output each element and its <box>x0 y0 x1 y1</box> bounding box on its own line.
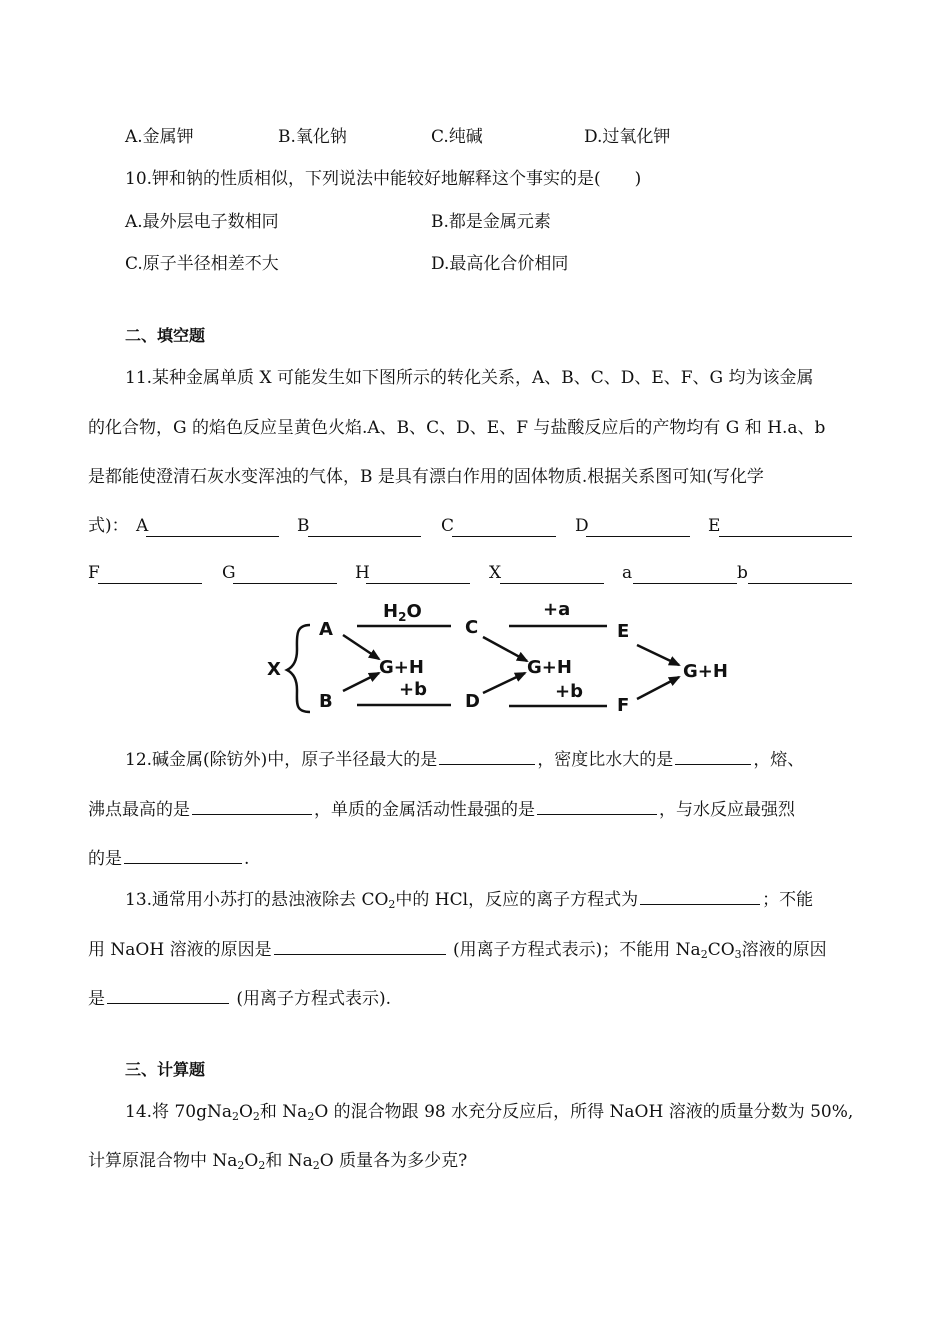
q14-sub-1: 2 <box>231 1110 239 1123</box>
q10-option-d: D.最高化合价相同 <box>431 254 569 274</box>
q12-text-2a: 沸点最高的是 <box>88 800 190 820</box>
node-f: F <box>617 695 630 716</box>
q13-text-2d: 溶液的原因 <box>741 940 827 960</box>
answer-blank-q12-1[interactable] <box>439 748 535 765</box>
answer-blank-q13-1[interactable] <box>640 888 760 905</box>
q10-stem: 10.钾和钠的性质相似，下列说法中能较好地解释这个事实的是( ) <box>125 169 642 189</box>
q14-text-2a: 计算原混合物中 Na <box>88 1151 238 1171</box>
node-b: B <box>319 691 333 712</box>
answer-blank-h[interactable] <box>355 562 370 584</box>
q12-text-3a: 的是 <box>88 849 122 869</box>
q10-option-a: A.最外层电子数相同 <box>125 212 279 232</box>
q14-text-2b: O <box>244 1151 259 1171</box>
section-title-calculation: 三、计算题 <box>125 1060 206 1079</box>
brace <box>287 625 310 712</box>
q12-line-1 <box>125 748 804 771</box>
answer-blank-a-gas[interactable] <box>622 562 632 584</box>
q14-sub-3: 2 <box>307 1110 315 1123</box>
q12-line-2 <box>88 798 795 821</box>
q14-sub-6: 2 <box>312 1159 320 1172</box>
q14-sub-5: 2 <box>258 1159 266 1172</box>
answer-blank-g[interactable] <box>222 562 236 584</box>
node-gh1: G+H <box>379 657 424 678</box>
node-gh3: G+H <box>683 661 728 682</box>
q11-line-3: 是都能使澄清石灰水变浑浊的气体，B 是具有漂白作用的固体物质.根据关系图可知(写化学 <box>88 467 764 487</box>
label-plus-b-1: +b <box>399 679 427 700</box>
label-plus-a: +a <box>543 599 571 620</box>
node-e: E <box>617 621 630 642</box>
section-title-fill-in: 二、填空题 <box>125 326 206 345</box>
node-gh2: G+H <box>527 657 572 678</box>
blank-label-g: G <box>222 563 236 583</box>
q14-text-1b: O <box>238 1102 253 1122</box>
answer-blank-d[interactable] <box>575 515 589 537</box>
label-plus-b-2: +b <box>555 681 583 702</box>
blank-label-a: A <box>136 516 149 536</box>
arrow-b-to-gh1 <box>343 673 379 691</box>
q12-text-1c: ，熔、 <box>753 750 805 770</box>
q14-text-1c: 和 Na <box>259 1102 308 1122</box>
q13-sub-2: 2 <box>700 948 708 961</box>
q14-sub-4: 2 <box>237 1159 245 1172</box>
answer-blank-q12-3[interactable] <box>192 798 312 815</box>
q14-text-1d: O 的混合物跟 98 水充分反应后，所得 NaOH 溶液的质量分数为 50%, <box>314 1102 854 1122</box>
q9-option-d: D.过氧化钾 <box>584 127 671 147</box>
q14-text-2d: O 质量各为多少克? <box>319 1151 468 1171</box>
q14-text-1a: 14.将 70gNa <box>125 1102 232 1122</box>
answer-blank-b[interactable] <box>297 515 310 537</box>
q13-text-2a: 用 NaOH 溶液的原因是 <box>88 940 272 960</box>
q13-sub-3: 3 <box>734 948 742 961</box>
answer-blank-f[interactable] <box>88 562 100 584</box>
q9-option-b: B.氧化钠 <box>278 127 347 147</box>
q13-text-3b: (用离子方程式表示). <box>236 989 392 1009</box>
blank-label-a-gas: a <box>622 563 633 583</box>
node-a: A <box>319 619 333 640</box>
answer-blank-x[interactable] <box>489 562 501 584</box>
q12-text-3b: . <box>244 849 250 869</box>
answer-blank-q12-2[interactable] <box>675 748 751 765</box>
q11-line-2: 的化合物，G 的焰色反应呈黄色火焰.A、B、C、D、E、F 与盐酸反应后的产物均有 G 和 H.a、b <box>88 418 826 438</box>
answer-blank-b-gas[interactable] <box>737 562 748 584</box>
answer-blank-q13-3[interactable] <box>107 987 229 1004</box>
node-x: X <box>267 659 281 680</box>
blank-label-b: B <box>297 516 310 536</box>
q10-option-b: B.都是金属元素 <box>431 212 551 232</box>
q12-text-2c: ，与水反应最强烈 <box>659 800 795 820</box>
q12-line-3 <box>88 847 249 870</box>
arrow-e-to-gh3 <box>637 645 679 665</box>
q13-text-2c: CO <box>707 940 735 960</box>
q12-text-1a: 12.碱金属(除钫外)中，原子半径最大的是 <box>125 750 438 770</box>
answer-blank-c[interactable] <box>441 515 454 537</box>
q12-text-2b: ，单质的金属活动性最强的是 <box>314 800 535 820</box>
arrow-c-to-gh2 <box>483 637 527 661</box>
q13-line-2 <box>88 938 827 966</box>
q9-option-c: C.纯碱 <box>431 127 483 147</box>
answer-blank-e[interactable] <box>708 515 720 537</box>
q13-text-1a: 13.通常用小苏打的悬浊液除去 CO <box>125 890 389 910</box>
q13-text-1c: ；不能 <box>762 890 814 910</box>
arrow-f-to-gh3 <box>637 677 679 699</box>
q14-line-1 <box>125 1101 853 1128</box>
answer-blank-q12-5[interactable] <box>124 847 242 864</box>
node-c: C <box>465 617 479 638</box>
label-h2o: $H_2O$ <box>383 601 422 624</box>
blank-label-h: H <box>355 563 370 583</box>
q13-line-1 <box>125 888 813 916</box>
blank-label-b-gas: b <box>737 563 748 583</box>
q9-option-a: A.金属钾 <box>125 127 194 147</box>
blank-label-d: D <box>575 516 589 536</box>
blank-label-f: F <box>88 563 100 583</box>
q11-line-1: 11.某种金属单质 X 可能发生如下图所示的转化关系，A、B、C、D、E、F、G 均为该金属 <box>125 368 814 388</box>
q13-text-3a: 是 <box>88 989 105 1009</box>
q14-text-2c: 和 Na <box>265 1151 313 1171</box>
answer-blank-q13-2[interactable] <box>274 938 446 955</box>
q12-text-1b: ，密度比水大的是 <box>537 750 674 770</box>
answer-blank-a[interactable] <box>136 515 148 537</box>
q13-sub-1: 2 <box>388 898 396 911</box>
arrow-a-to-gh1 <box>343 635 379 659</box>
node-d: D <box>465 691 480 712</box>
blank-label-x: X <box>489 563 502 583</box>
blank-label-c: C <box>441 516 455 536</box>
q13-text-1b: 中的 HCl，反应的离子方程式为 <box>395 890 639 910</box>
q14-line-2 <box>88 1150 467 1177</box>
arrow-d-to-gh2 <box>483 673 525 693</box>
answer-blank-q12-4[interactable] <box>537 798 657 815</box>
blank-label-e: E <box>708 516 721 536</box>
q14-sub-2: 2 <box>252 1110 260 1123</box>
q11-line-4-prefix: 式)： <box>88 516 129 536</box>
q10-option-c: C.原子半径相差不大 <box>125 254 279 274</box>
q13-line-3 <box>88 987 391 1010</box>
reaction-diagram <box>255 595 735 720</box>
q13-text-2b: (用离子方程式表示)；不能用 Na <box>453 940 701 960</box>
